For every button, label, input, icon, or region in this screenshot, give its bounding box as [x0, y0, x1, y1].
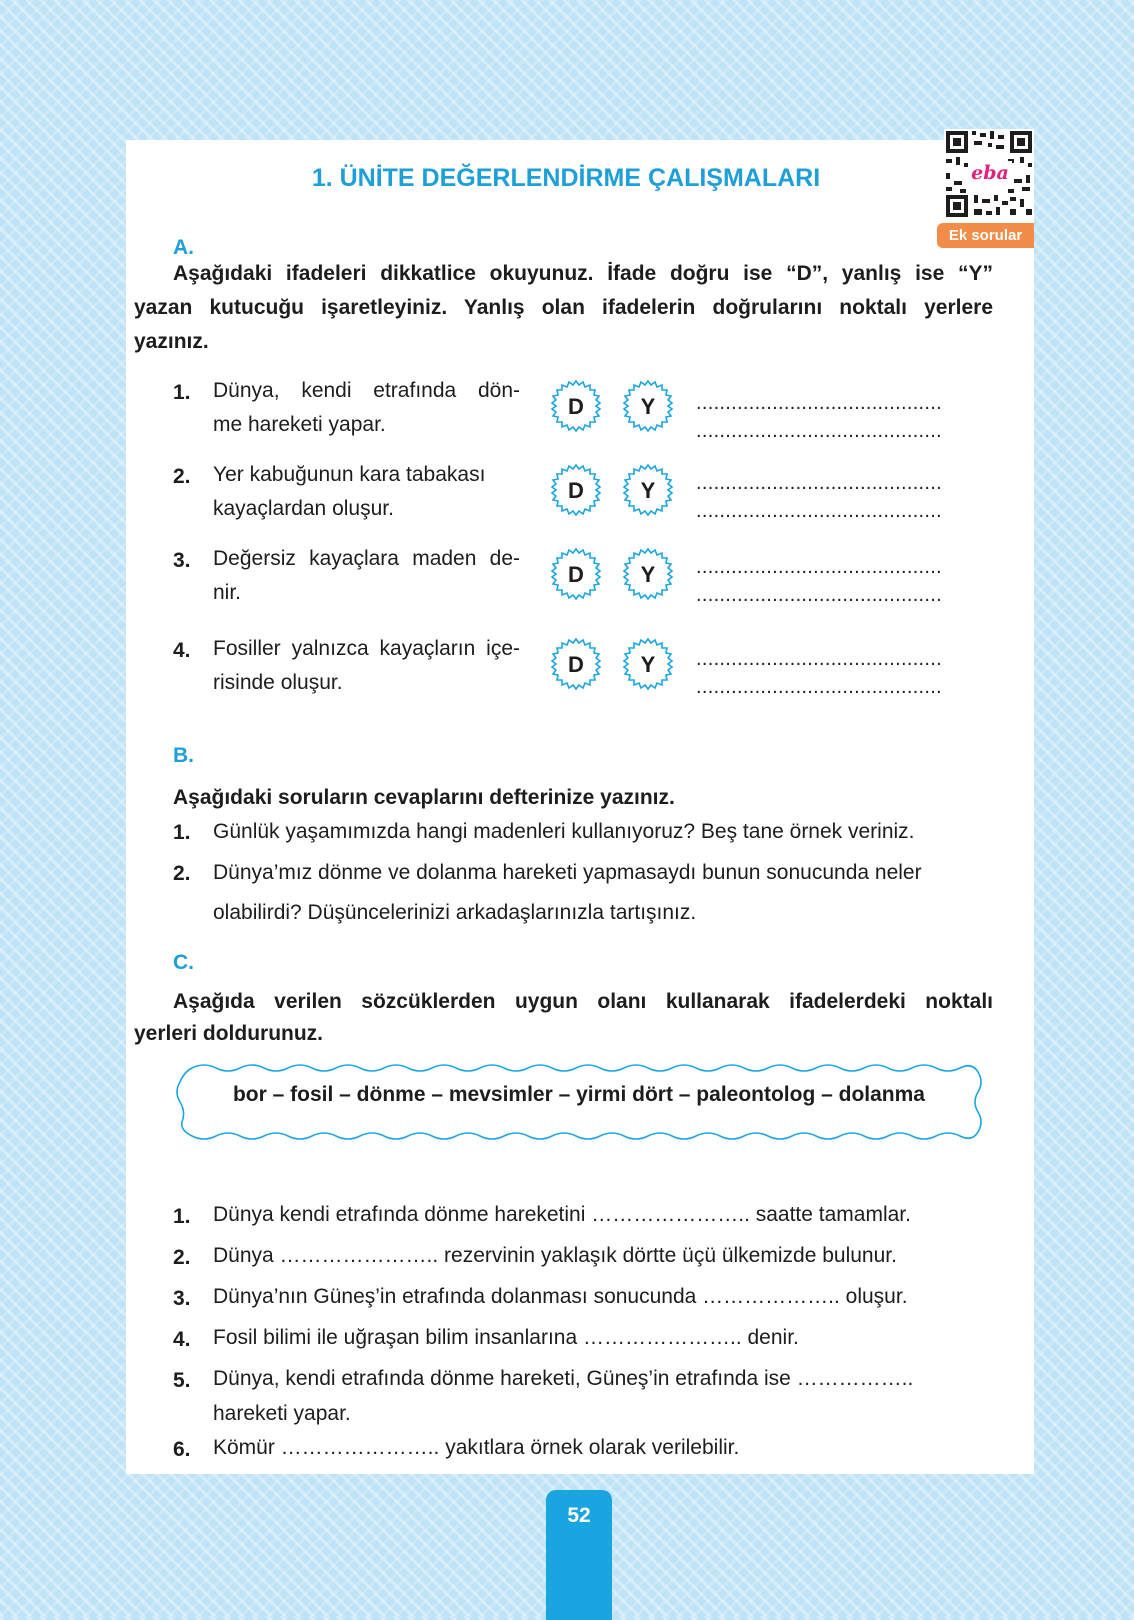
item-a3-line1: Değersiz kayaçlara maden de-: [213, 547, 520, 570]
section-a-instruction-1: Aşağıdaki ifadeleri dikkatlice okuyunuz. İfade doğru ise “D”, yanlış ise “Y”: [173, 262, 993, 285]
item-a1-line1: Dünya, kendi etrafında dön-: [213, 379, 520, 402]
item-b2-line1: Dünya’mız dönme ve dolanma hareketi yapmasaydı bunun sonucunda neler: [213, 861, 922, 884]
worksheet-page: [126, 140, 1034, 1474]
item-c4-number: 4.: [173, 1328, 191, 1351]
item-c1-text: Dünya kendi etrafında dönme hareketini ………………….. saatte tamamlar.: [213, 1203, 911, 1226]
section-a-instruction-3: yazınız.: [134, 330, 209, 353]
svg-text:Y: Y: [640, 394, 656, 419]
item-c3-number: 3.: [173, 1287, 191, 1310]
false-option-a3[interactable]: [620, 546, 676, 602]
item-a3-line2: nir.: [213, 581, 242, 604]
svg-text:Y: Y: [640, 562, 656, 587]
item-a4-line1: Fosiller yalnızca kayaçların içe-: [213, 637, 520, 660]
item-c6-number: 6.: [173, 1438, 191, 1461]
svg-text:eba: eba: [971, 162, 1009, 184]
true-option-a3[interactable]: [548, 546, 604, 602]
item-a2-number: 2.: [173, 465, 191, 488]
section-c-instruction-2: yerleri doldurunuz.: [134, 1022, 324, 1045]
item-b2-line2: olabilirdi? Düşüncelerinizi arkadaşlarınızla tartışınız.: [213, 901, 697, 924]
item-c6-text: Kömür ………………….. yakıtlara örnek olarak verilebilir.: [213, 1436, 740, 1459]
page-title: 1. ÜNİTE DEĞERLENDİRME ÇALIŞMALARI: [311, 164, 821, 192]
item-a4-number: 4.: [173, 639, 191, 662]
answer-line-a4-2[interactable]: ..........................................: [696, 676, 942, 698]
item-a4-line2: risinde oluşur.: [213, 671, 343, 694]
svg-text:D: D: [568, 394, 584, 419]
true-option-a1[interactable]: [548, 378, 604, 434]
svg-text:D: D: [568, 652, 584, 677]
svg-text:Y: Y: [640, 478, 656, 503]
answer-line-a3-1[interactable]: ..........................................: [696, 556, 942, 578]
word-bank-text: bor – fosil – dönme – mevsimler – yirmi dört – paleontolog – dolanma: [232, 1083, 925, 1106]
section-b-instruction: Aşağıdaki soruların cevaplarını defterinize yazınız.: [173, 786, 675, 809]
svg-text:D: D: [568, 562, 584, 587]
item-c5-line2: hareketi yapar.: [213, 1402, 351, 1425]
item-b2-number: 2.: [173, 862, 191, 885]
item-c3-text: Dünya’nın Güneş’in etrafında dolanması sonucunda ……………….. oluşur.: [213, 1285, 908, 1308]
item-c2-number: 2.: [173, 1246, 191, 1269]
answer-line-a3-2[interactable]: ..........................................: [696, 584, 942, 606]
item-a1-line2: me hareketi yapar.: [213, 413, 386, 436]
item-c2-text: Dünya ………………….. rezervinin yaklaşık dörtte üçü ülkemizde bulunur.: [213, 1244, 897, 1267]
section-b-label: B.: [173, 744, 194, 767]
true-option-a2[interactable]: [548, 462, 604, 518]
svg-text:Y: Y: [640, 652, 656, 677]
item-c5-number: 5.: [173, 1369, 191, 1392]
item-a2-line2: kayaçlardan oluşur.: [213, 497, 394, 520]
item-b1-line1: Günlük yaşamımızda hangi madenleri kullanıyoruz? Beş tane örnek veriniz.: [213, 820, 915, 843]
answer-line-a1-1[interactable]: ..........................................: [696, 392, 942, 414]
section-a-instruction-2: yazan kutucuğu işaretleyiniz. Yanlış olan ifadelerin doğrularını noktalı yerlere: [134, 296, 993, 319]
section-c-label: C.: [173, 951, 194, 974]
false-option-a1[interactable]: [620, 378, 676, 434]
section-c-instruction-1: Aşağıda verilen sözcüklerden uygun olanı kullanarak ifadelerdeki noktalı: [173, 990, 993, 1013]
answer-line-a1-2[interactable]: ..........................................: [696, 420, 942, 442]
answer-line-a2-2[interactable]: ..........................................: [696, 500, 942, 522]
svg-text:D: D: [568, 478, 584, 503]
answer-line-a2-1[interactable]: ..........................................: [696, 472, 942, 494]
answer-line-a4-1[interactable]: ..........................................: [696, 648, 942, 670]
extra-questions-badge[interactable]: Ek sorular: [937, 223, 1034, 248]
item-a1-number: 1.: [173, 381, 191, 404]
item-a2-line1: Yer kabuğunun kara tabakası: [213, 463, 486, 486]
qr-code: [944, 129, 1034, 219]
false-option-a2[interactable]: [620, 462, 676, 518]
false-option-a4[interactable]: [620, 636, 676, 692]
page-number: 52: [546, 1490, 612, 1620]
item-a3-number: 3.: [173, 549, 191, 572]
item-b1-number: 1.: [173, 821, 191, 844]
section-a-label: A.: [173, 236, 194, 259]
item-c5-line1: Dünya, kendi etrafında dönme hareketi, Güneş’in etrafında ise ……………..: [213, 1367, 914, 1390]
item-c4-text: Fosil bilimi ile uğraşan bilim insanlarına ………………….. denir.: [213, 1326, 799, 1349]
item-c1-number: 1.: [173, 1205, 191, 1228]
true-option-a4[interactable]: [548, 636, 604, 692]
